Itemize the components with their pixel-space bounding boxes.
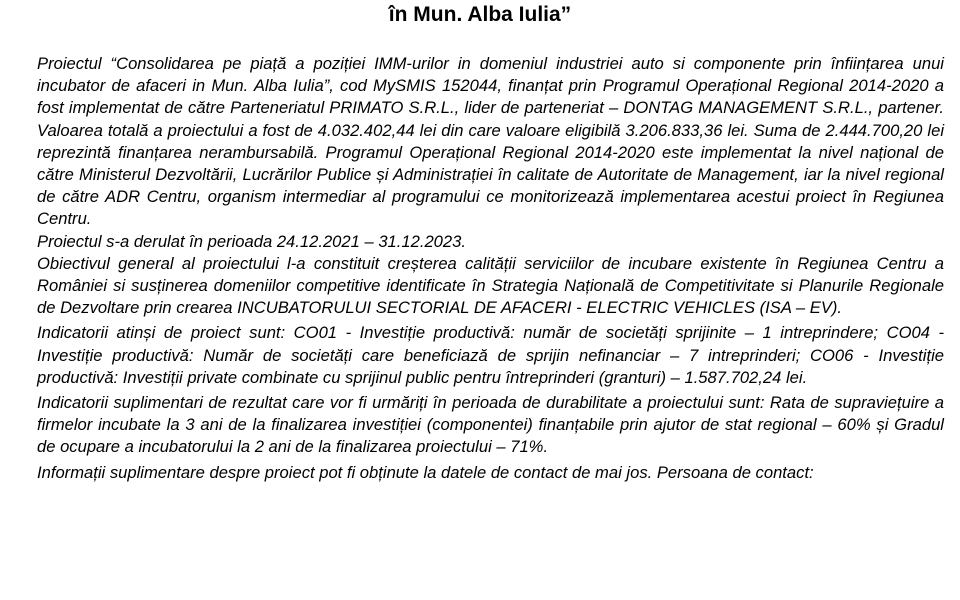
paragraph-contact-info: Informații suplimentare despre proiect pot fi obținute la datele de contact de mai jos. Persoana de contact: — [37, 462, 814, 482]
paragraph-additional-indicators: Indicatorii suplimentari de rezultat care vor fi urmăriți în perioada de durabilitate a proiectului sunt: Rata de supraviețuire a firmelor incubate la 3 ani de la finalizarea investiției (componentei) finanțabile prin ajutor de stat regional – 60% și Gradul de ocupare a incubatorului la 2 ani de la finalizarea proiectului – 71%. — [37, 393, 944, 457]
document-body — [37, 53, 944, 484]
document-title-fragment: în Mun. Alba Iulia” — [388, 3, 572, 26]
paragraph-project-period: Proiectul s-a derulat în perioada 24.12.2021 – 31.12.2023. — [37, 231, 466, 251]
paragraph-project-description: Proiectul “Consolidarea pe piață a poziției IMM-urilor in domeniul industriei auto si componente prin înființarea unui incubator de afaceri in Mun. Alba Iulia”, cod MySMIS 152044, finanțat prin Programul Operațional Regional 2014-2020 a fost implementat de către Parteneriatul PRIMATO S.R.L., lider de parteneriat – DONTAG MANAGEMENT S.R.L., partener. Valoarea totală a proiectului a fost de 4.032.402,44 lei din care valoare eligibilă 3.206.833,36 lei. Suma de 2.444.700,20 lei reprezintă finanțarea nerambursabilă. Programul Operațional Regional 2014-2020 este implementat la nivel național de către Ministerul Dezvoltării, Lucrărilor Publice și Administrației în calitate de Autoritate de Management, iar la nivel regional de către ADR Centru, organism intermediar al programului ce monitorizează implementarea acestui proiect în Regiunea Centru. — [37, 54, 944, 229]
paragraph-general-objective: Obiectivul general al proiectului l-a constituit creșterea calității serviciilor de incubare existente în Regiunea Centru a României si susținerea domeniilor competitive identificate în Strategia Națională de Competitivitate si Planurile Regionale de Dezvoltare prin crearea INCUBATORULUI SECTORIAL DE AFACERI - ELECTRIC VEHICLES (ISA – EV). — [37, 253, 944, 318]
paragraph-indicators: Indicatorii atinși de proiect sunt: CO01 - Investiție productivă: număr de societăți sprijinite – 1 intreprindere; CO04 - Investiție productivă: Număr de societăți care beneficiază de sprijin nefinanciar – 7 intreprinderi; CO06 - Investiție productivă: Investiții private combinate cu sprijinul public pentru întreprinderi (granturi) – 1.587.702,24 lei. — [37, 323, 944, 387]
